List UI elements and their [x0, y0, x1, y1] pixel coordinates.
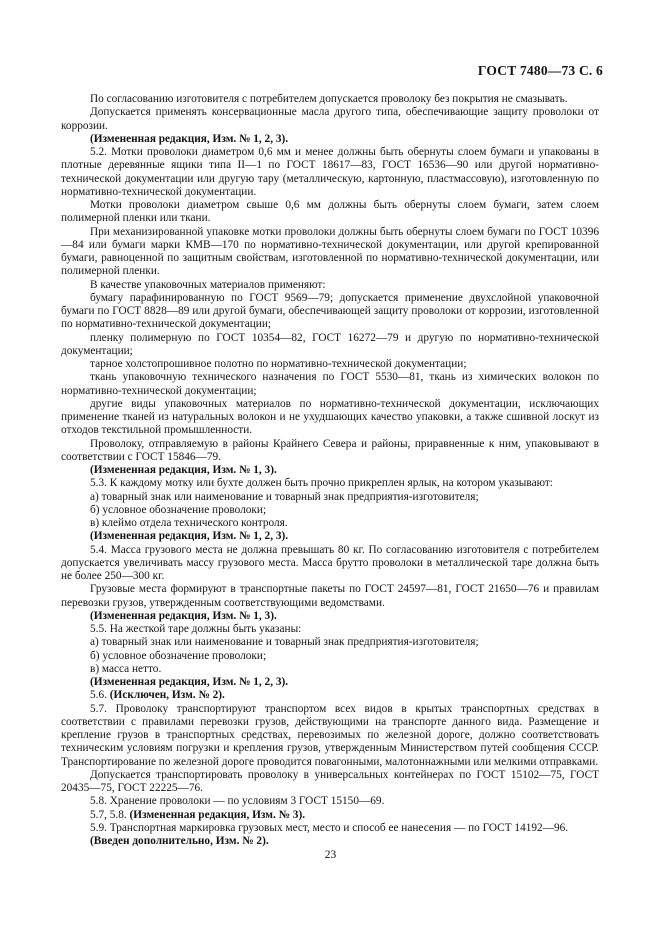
- amendment-note: (Измененная редакция, Изм. № 1, 2, 3).: [90, 676, 289, 688]
- amendment-note: (Измененная редакция, Изм. № 1, 2, 3).: [90, 530, 289, 543]
- paragraph: 5.8. Хранение проволоки — по условиям 3 ГОСТ 15150—69.: [90, 795, 385, 808]
- paragraph: ткань упаковочную технического назначения по ГОСТ 5530—81, ткань из химических волокон по нормативно-технической документации;: [61, 371, 599, 397]
- paragraph: Допускается применять консервационные масла другого типа, обеспечивающие защиту проволоки от коррозии.: [61, 106, 599, 132]
- amendment-note: (Введен дополнительно, Изм. № 2).: [90, 835, 269, 847]
- paragraph: Мотки проволоки диаметром свыше 0,6 мм должны быть обернуты слоем бумаги, затем слоем полимерной пленки или ткани.: [61, 199, 599, 225]
- paragraph: 5.9. Транспортная маркировка грузовых мест, место и способ ее нанесения — по ГОСТ 14192—96.: [90, 821, 569, 834]
- paragraph: пленку полимерную по ГОСТ 10354—82, ГОСТ 16272—79 и другую по нормативно-технической документации;: [61, 331, 599, 357]
- paragraph: бумагу парафинированную по ГОСТ 9569—79; допускается применение двухслойной упаковочной бумаги по ГОСТ 8828—89 или другой бумаги, обеспечивающей защиту проволоки от коррозии, изготовленной по нормативно-технической документации;: [61, 291, 599, 331]
- paragraph: Проволоку, отправляемую в районы Крайнего Севера и районы, приравненные к ним, упаковывают в соответствии с ГОСТ 15846—79.: [61, 437, 599, 463]
- amendment-note: (Измененная редакция, Изм. № 1, 3).: [90, 464, 277, 476]
- paragraph: в) клеймо отдела технического контроля.: [90, 517, 288, 529]
- paragraph: Грузовые места формируют в транспортные пакеты по ГОСТ 24597—81, ГОСТ 21650—76 и правилам перевозки грузов, утвержденным соответствующими ведомствами.: [61, 583, 599, 609]
- page-header: ГОСТ 7480—73 С. 6: [477, 63, 603, 78]
- paragraph: 5.6. (Исключен, Изм. № 2).: [90, 689, 225, 702]
- paragraph: другие виды упаковочных материалов по нормативно-технической документации, исключающих применение тканей из натуральных волокон и не ухудшающих качество упаковки, а также сшивной лоскут из отходов текстильной промышленности.: [61, 397, 599, 437]
- paragraph: 5.5. На жесткой таре должны быть указаны:: [90, 623, 302, 635]
- paragraph: По согласованию изготовителя с потребителем допускается проволоку без покрытия не смазывать.: [90, 93, 568, 105]
- paragraph: в) масса нетто.: [90, 662, 162, 675]
- paragraph: тарное холстопрошивное полотно по нормативно-технической документации;: [90, 358, 467, 370]
- page-number: 23: [324, 849, 337, 861]
- paragraph: б) условное обозначение проволоки;: [90, 503, 267, 516]
- document-body: [61, 93, 599, 848]
- paragraph: а) товарный знак или наименование и товарный знак предприятия-изготовителя;: [90, 490, 479, 503]
- paragraph: 5.2. Мотки проволоки диаметром 0,6 мм и менее должны быть обернуты слоем бумаги и упакованы в плотные деревянные ящики типа II—1 по ГОСТ 18617—83, ГОСТ 16536—90 или другой нормативно-технической документации или другую тару (металлическую, картонную, пластмассовую), изготовленную по нормативно-технической документации.: [61, 146, 599, 198]
- paragraph: 5.7, 5.8. (Измененная редакция, Изм. № 3).: [90, 808, 306, 821]
- paragraph: 5.3. К каждому мотку или бухте должен быть прочно прикреплен ярлык, на котором указывают:: [90, 477, 553, 490]
- paragraph: б) условное обозначение проволоки;: [90, 649, 267, 662]
- paragraph: 5.4. Масса грузового места не должна превышать 80 кг. По согласованию изготовителя с потребителем допускается увеличивать массу грузового места. Масса брутто проволоки в металлической таре должна быть не более 250—300 кг.: [61, 543, 599, 582]
- paragraph: В качестве упаковочных материалов применяют:: [90, 278, 326, 291]
- paragraph: 5.7. Проволоку транспортируют транспортом всех видов в крытых транспортных средствах в соответствии с правилами перевозки грузов, действующими на транспорте данного вида. Размещение и крепление грузов в транспортных средствах, перевозимых по железной дороге, должно соответствовать техническим условиям погрузки и крепления грузов, утвержденным Министерством путей сообщения СССР. Транспортирование по железной дороге проводится повагонными, малотоннажными или мелкими отправками.: [61, 702, 599, 768]
- amendment-note: (Исключен, Изм. № 2).: [109, 689, 225, 702]
- paragraph: Допускается транспортировать проволоку в универсальных контейнерах по ГОСТ 15102—75, ГОСТ 20435—75, ГОСТ 22225—76.: [61, 768, 599, 794]
- paragraph: а) товарный знак или наименование и товарный знак предприятия-изготовителя;: [90, 636, 479, 649]
- amendment-note: (Измененная редакция, Изм. № 1, 2, 3).: [90, 132, 289, 145]
- amendment-note: (Измененная редакция, Изм. № 1, 3).: [90, 609, 277, 622]
- amendment-note: (Измененная редакция, Изм. № 3).: [129, 808, 306, 821]
- paragraph: При механизированной упаковке мотки проволоки должны быть обернуты слоем бумаги по ГОСТ 10396—84 или бумаги марки КМВ—170 по нормативно-технической документации, или другой крепированной бумаги, равноценной по защитным свойствам, изготовленной по нормативно-технической документации, или полимерной пленки.: [61, 225, 599, 278]
